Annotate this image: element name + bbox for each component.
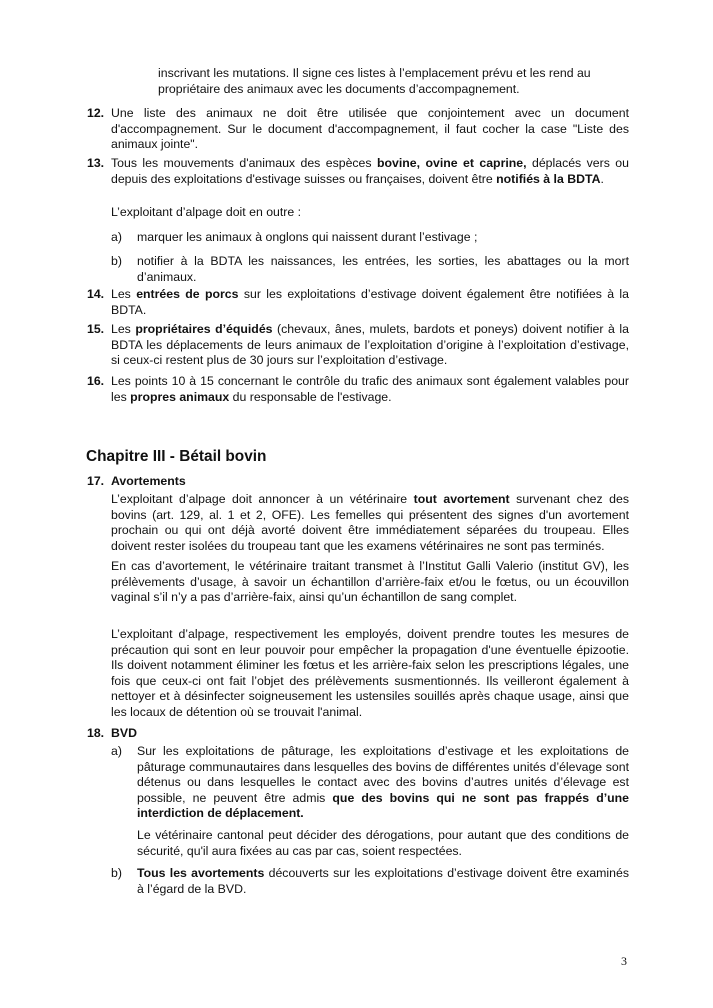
chapter-title: Chapitre III - Bétail bovin: [86, 448, 267, 465]
item-18-b-letter: b): [111, 866, 122, 880]
item-17-heading: Avortements: [111, 474, 186, 488]
item-13-a-text: marquer les animaux à onglons qui naissent durant l’estivage ;: [137, 230, 478, 244]
item-17-paragraph-3: L’exploitant d’alpage, respectivement les employés, doivent prendre toutes les mesures de précaution qui sont en leur pouvoir pour empêcher la propagation d'une éventuelle épizootie. Ils doivent notamment éliminer les fœtus et les arrière-faix selon les prescriptions légales, une fois que ceux-ci ont fait l’objet des prélèvements susmentionnés. Ils veilleront également à nettoyer et à désinfecter soigneusement les ustensiles souillés après chaque usage, ainsi que les locaux de détention où se trouvait l'animal.: [111, 627, 629, 719]
item-18-heading: BVD: [111, 726, 137, 740]
item-13-text: Tous les mouvements d'animaux des espèces bovine, ovine et caprine, déplacés vers ou depuis des exploitations d'estivage suisses ou françaises, doivent être notifiés à la BDTA.: [111, 156, 629, 186]
item-15-text: Les propriétaires d’équidés (chevaux, ânes, mulets, bardots et poneys) doivent notifier à la BDTA les déplacements de leurs animaux de l’exploitation d’origine à l’exploitation d’estivage, si ceux-ci restent plus de 30 jours sur l’exploitation d’estivage.: [111, 322, 629, 368]
item-16-number: 16.: [87, 374, 105, 388]
continuation-line-1: inscrivant les mutations. Il signe ces listes à l’emplacement prévu et les rend au: [158, 66, 591, 80]
item-13-b-letter: b): [111, 254, 122, 268]
item-18-a-paragraph-2: Le vétérinaire cantonal peut décider des dérogations, pour autant que des conditions de sécurité, qu'il aura fixées au cas par cas, soient respectées.: [137, 828, 629, 858]
item-18-a-letter: a): [111, 744, 122, 758]
item-13-intro: L’exploitant d’alpage doit en outre :: [111, 205, 302, 219]
item-17-number: 17.: [87, 474, 105, 488]
item-18-a-text: Sur les exploitations de pâturage, les exploitations d’estivage et les exploitations de pâturage communautaires dans lesquelles des bovins de différentes unités d’élevage sont détenus ou dans lesquelles le contact avec des bovins d’autres unités d’élevage est possible, ne peuvent être admis que des bovins qui ne sont pas frappés d’une interdiction de déplacement.: [137, 744, 629, 821]
item-13-b-text: notifier à la BDTA les naissances, les entrées, les sorties, les abattages ou la mort d’animaux.: [137, 254, 629, 284]
continuation-line-2: propriétaire des animaux avec les documents d’accompagnement.: [158, 82, 520, 96]
item-18-b-text: Tous les avortements découverts sur les exploitations d’estivage doivent être examinés à l’égard de la BVD.: [137, 866, 629, 896]
item-16-text: Les points 10 à 15 concernant le contrôle du trafic des animaux sont également valables pour les propres animaux du responsable de l'estivage.: [111, 374, 629, 404]
item-15-number: 15.: [87, 322, 105, 336]
item-12-number: 12.: [87, 106, 105, 120]
item-13-a-letter: a): [111, 230, 122, 244]
item-18-number: 18.: [87, 726, 105, 740]
item-17-paragraph-1: L’exploitant d’alpage doit annoncer à un vétérinaire tout avortement survenant chez des bovins (art. 129, al. 1 et 2, OFE). Les femelles qui présentent des signes d'un avortement prochain ou qui ont déjà avorté doivent être immédiatement séparées du troupeau. Elles doivent rester isolées du troupeau tant que les examens vétérinaires ne sont pas terminés.: [111, 492, 629, 553]
item-14-number: 14.: [87, 287, 105, 301]
page-number: 3: [621, 954, 627, 968]
item-12-text: Une liste des animaux ne doit être utilisée que conjointement avec un document d'accompagnement. Sur le document d'accompagnement, il faut cocher la case "Liste des animaux jointe".: [111, 106, 629, 152]
item-13-number: 13.: [87, 156, 105, 170]
item-17-paragraph-2: En cas d’avortement, le vétérinaire traitant transmet à l’Institut Galli Valerio (institut GV), les prélèvements d’usage, à savoir un échantillon d’arrière-faix et/ou le fœtus, ou un écouvillon vaginal s’il n’y a pas d’arrière-faix, ainsi qu’un échantillon de sang complet.: [111, 559, 629, 605]
item-14-text: Les entrées de porcs sur les exploitations d’estivage doivent également être notifiées à la BDTA.: [111, 287, 629, 317]
